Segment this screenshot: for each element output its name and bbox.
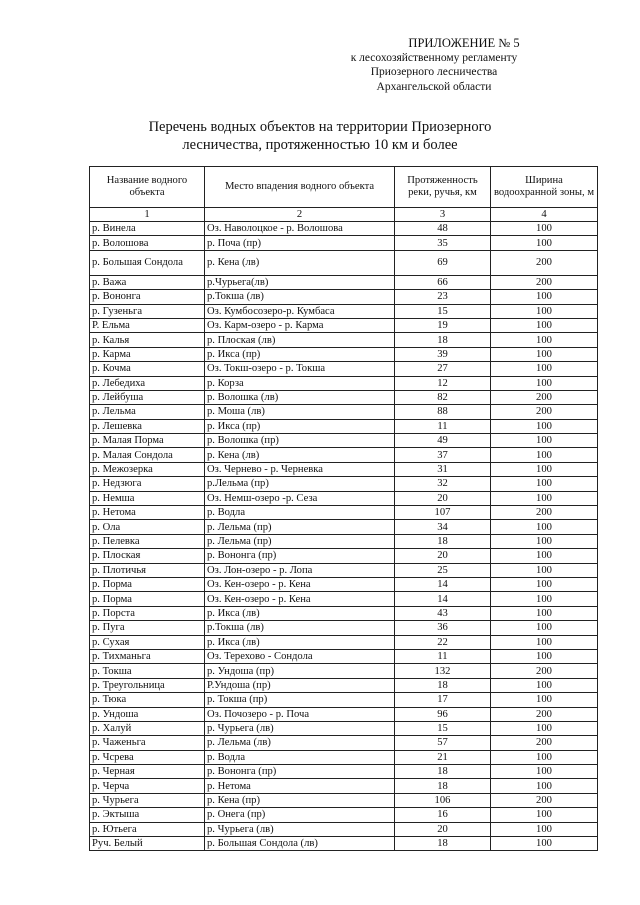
- cell-name: р. Пуга: [90, 621, 205, 635]
- table-row: [90, 534, 598, 548]
- cell-zone-width: 100: [491, 649, 598, 663]
- cell-mouth: р. Икса (лв): [205, 635, 395, 649]
- cell-length: 88: [395, 405, 491, 419]
- cell-zone-width: 100: [491, 750, 598, 764]
- cell-zone-width: 100: [491, 304, 598, 318]
- cell-mouth: Оз. Наволоцкое - р. Волошова: [205, 222, 395, 236]
- title-line-1: Перечень водных объектов на территории Приозерного: [148, 119, 492, 135]
- cell-mouth: р. Корза: [205, 376, 395, 390]
- table-row: [90, 434, 598, 448]
- cell-name: р. Нетома: [90, 506, 205, 520]
- cell-mouth: Оз. Кен-озеро - р. Кена: [205, 592, 395, 606]
- cell-length: 23: [395, 290, 491, 304]
- cell-length: 18: [395, 333, 491, 347]
- cell-mouth: Оз. Немш-озеро -р. Сеза: [205, 491, 395, 505]
- cell-mouth: р. Водла: [205, 750, 395, 764]
- cell-name: р. Токша: [90, 664, 205, 678]
- cell-mouth: р. Поча (пр): [205, 236, 395, 250]
- cell-name: р. Тюка: [90, 693, 205, 707]
- cell-name: Руч. Белый: [90, 837, 205, 851]
- cell-name: р. Порма: [90, 577, 205, 591]
- cell-length: 82: [395, 390, 491, 404]
- cell-length: 132: [395, 664, 491, 678]
- cell-name: р. Плоская: [90, 549, 205, 563]
- table-row: [90, 678, 598, 692]
- header-length: Протяженность реки, ручья, км: [395, 167, 491, 208]
- table-row: [90, 779, 598, 793]
- cell-mouth: р. Чурьега (лв): [205, 721, 395, 735]
- cell-name: р. Малая Порма: [90, 434, 205, 448]
- title-line-2: лесничества, протяженностью 10 км и более: [182, 137, 458, 153]
- cell-length: 66: [395, 275, 491, 289]
- cell-length: 19: [395, 318, 491, 332]
- cell-zone-width: 200: [491, 275, 598, 289]
- table-row: [90, 347, 598, 361]
- cell-mouth: Оз. Токш-озеро - р. Токша: [205, 362, 395, 376]
- appendix-header: [304, 36, 564, 94]
- cell-name: р. Тихманьга: [90, 649, 205, 663]
- table-row: [90, 822, 598, 836]
- cell-name: р. Волошова: [90, 236, 205, 250]
- cell-name: р. Сухая: [90, 635, 205, 649]
- cell-zone-width: 100: [491, 491, 598, 505]
- cell-mouth: р. Вононга (пр): [205, 549, 395, 563]
- table-row: [90, 765, 598, 779]
- appendix-forestry: Приозерного лесничества: [370, 66, 498, 78]
- table-row: [90, 275, 598, 289]
- table-row: [90, 793, 598, 807]
- cell-zone-width: 100: [491, 606, 598, 620]
- table-body: [90, 222, 598, 851]
- table-row: [90, 477, 598, 491]
- cell-zone-width: 100: [491, 592, 598, 606]
- cell-mouth: Оз. Терехово - Сондола: [205, 649, 395, 663]
- cell-length: 36: [395, 621, 491, 635]
- cell-mouth: р. Водла: [205, 506, 395, 520]
- table-row: [90, 664, 598, 678]
- table-row: [90, 236, 598, 250]
- cell-name: р. Порма: [90, 592, 205, 606]
- cell-zone-width: 200: [491, 664, 598, 678]
- cell-mouth: р. Лельма (пр): [205, 534, 395, 548]
- cell-length: 15: [395, 721, 491, 735]
- cell-zone-width: 200: [491, 390, 598, 404]
- cell-mouth: р. Кена (пр): [205, 793, 395, 807]
- cell-length: 31: [395, 462, 491, 476]
- cell-length: 15: [395, 304, 491, 318]
- cell-name: р. Лельма: [90, 405, 205, 419]
- cell-zone-width: 100: [491, 563, 598, 577]
- cell-zone-width: 100: [491, 520, 598, 534]
- cell-mouth: р. Кена (лв): [205, 250, 395, 275]
- cell-name: р. Чурьега: [90, 793, 205, 807]
- cell-length: 20: [395, 549, 491, 563]
- cell-length: 37: [395, 448, 491, 462]
- cell-mouth: р. Чурьега (лв): [205, 822, 395, 836]
- cell-name: Р. Ельма: [90, 318, 205, 332]
- cell-zone-width: 200: [491, 736, 598, 750]
- cell-zone-width: 100: [491, 347, 598, 361]
- table-row: [90, 520, 598, 534]
- cell-zone-width: 100: [491, 693, 598, 707]
- cell-name: р. Винела: [90, 222, 205, 236]
- cell-zone-width: 100: [491, 577, 598, 591]
- cell-length: 25: [395, 563, 491, 577]
- cell-name: р. Чаженьга: [90, 736, 205, 750]
- cell-length: 17: [395, 693, 491, 707]
- table-row: [90, 707, 598, 721]
- water-objects-table: [89, 166, 598, 851]
- cell-mouth: р. Большая Сондола (лв): [205, 837, 395, 851]
- cell-mouth: р. Икса (лв): [205, 606, 395, 620]
- cell-mouth: р. Вононга (пр): [205, 765, 395, 779]
- cell-mouth: р. Моша (лв): [205, 405, 395, 419]
- cell-length: 49: [395, 434, 491, 448]
- table-header-row: [90, 167, 598, 208]
- cell-zone-width: 100: [491, 534, 598, 548]
- table-row: [90, 606, 598, 620]
- cell-zone-width: 100: [491, 448, 598, 462]
- table-row: [90, 549, 598, 563]
- cell-length: 18: [395, 837, 491, 851]
- cell-length: 43: [395, 606, 491, 620]
- column-number: 4: [491, 208, 598, 222]
- cell-zone-width: 100: [491, 822, 598, 836]
- cell-length: 96: [395, 707, 491, 721]
- cell-zone-width: 100: [491, 721, 598, 735]
- cell-zone-width: 100: [491, 837, 598, 851]
- cell-zone-width: 200: [491, 506, 598, 520]
- table-row: [90, 491, 598, 505]
- cell-mouth: р. Волошка (пр): [205, 434, 395, 448]
- cell-name: р. Плотичья: [90, 563, 205, 577]
- cell-length: 57: [395, 736, 491, 750]
- table-row: [90, 621, 598, 635]
- cell-mouth: р.Токша (лв): [205, 621, 395, 635]
- cell-mouth: Оз. Чернево - р. Черневка: [205, 462, 395, 476]
- cell-mouth: Оз. Кен-озеро - р. Кена: [205, 577, 395, 591]
- cell-length: 20: [395, 822, 491, 836]
- table-row: [90, 362, 598, 376]
- cell-mouth: р. Лельма (лв): [205, 736, 395, 750]
- cell-name: р. Черная: [90, 765, 205, 779]
- cell-mouth: р. Ундоша (пр): [205, 664, 395, 678]
- cell-name: р. Гузеньга: [90, 304, 205, 318]
- column-number: 1: [90, 208, 205, 222]
- cell-zone-width: 200: [491, 793, 598, 807]
- cell-zone-width: 100: [491, 362, 598, 376]
- cell-name: р. Ола: [90, 520, 205, 534]
- cell-mouth: р. Плоская (лв): [205, 333, 395, 347]
- cell-length: 106: [395, 793, 491, 807]
- cell-length: 14: [395, 592, 491, 606]
- cell-name: р. Чсрева: [90, 750, 205, 764]
- cell-length: 14: [395, 577, 491, 591]
- table-row: [90, 250, 598, 275]
- cell-zone-width: 100: [491, 419, 598, 433]
- cell-zone-width: 100: [491, 376, 598, 390]
- cell-mouth: р.Лельма (пр): [205, 477, 395, 491]
- cell-length: 32: [395, 477, 491, 491]
- table-row: [90, 318, 598, 332]
- cell-mouth: Р.Ундоша (пр): [205, 678, 395, 692]
- cell-length: 18: [395, 765, 491, 779]
- table-row: [90, 419, 598, 433]
- table-row: [90, 304, 598, 318]
- cell-zone-width: 100: [491, 678, 598, 692]
- cell-name: р. Порста: [90, 606, 205, 620]
- cell-mouth: р. Кена (лв): [205, 448, 395, 462]
- cell-mouth: р. Икса (пр): [205, 419, 395, 433]
- cell-zone-width: 100: [491, 635, 598, 649]
- cell-length: 27: [395, 362, 491, 376]
- cell-mouth: Оз. Карм-озеро - р. Карма: [205, 318, 395, 332]
- table-row: [90, 506, 598, 520]
- table-row: [90, 592, 598, 606]
- cell-mouth: р. Икса (пр): [205, 347, 395, 361]
- cell-mouth: р. Токша (пр): [205, 693, 395, 707]
- cell-name: р. Лебедиха: [90, 376, 205, 390]
- cell-mouth: р.Чурьега(лв): [205, 275, 395, 289]
- table-row: [90, 750, 598, 764]
- cell-zone-width: 100: [491, 765, 598, 779]
- cell-length: 39: [395, 347, 491, 361]
- cell-name: р. Черча: [90, 779, 205, 793]
- cell-zone-width: 100: [491, 462, 598, 476]
- cell-length: 11: [395, 649, 491, 663]
- cell-name: р. Кочма: [90, 362, 205, 376]
- cell-zone-width: 100: [491, 779, 598, 793]
- cell-mouth: Оз. Кумбосозеро-р. Кумбаса: [205, 304, 395, 318]
- document-title: [130, 118, 510, 154]
- cell-length: 48: [395, 222, 491, 236]
- table-row: [90, 290, 598, 304]
- table-row: [90, 448, 598, 462]
- header-name: Название водного объекта: [90, 167, 205, 208]
- table-row: [90, 390, 598, 404]
- cell-length: 18: [395, 534, 491, 548]
- appendix-number: ПРИЛОЖЕНИЕ № 5: [408, 36, 520, 50]
- table-row: [90, 736, 598, 750]
- column-number: 3: [395, 208, 491, 222]
- cell-mouth: Оз. Лон-озеро - р. Лопа: [205, 563, 395, 577]
- cell-mouth: р. Онега (пр): [205, 808, 395, 822]
- cell-name: р. Треугольница: [90, 678, 205, 692]
- cell-name: р. Лейбуша: [90, 390, 205, 404]
- table-row: [90, 462, 598, 476]
- cell-zone-width: 200: [491, 250, 598, 275]
- appendix-region: Архангельской области: [376, 80, 492, 93]
- column-number-row: [90, 208, 598, 222]
- cell-zone-width: 100: [491, 236, 598, 250]
- header-zone-width: Ширина водоохранной зоны, м: [491, 167, 598, 208]
- cell-name: р. Вононга: [90, 290, 205, 304]
- cell-zone-width: 100: [491, 549, 598, 563]
- cell-length: 18: [395, 678, 491, 692]
- cell-zone-width: 100: [491, 808, 598, 822]
- cell-zone-width: 100: [491, 434, 598, 448]
- table-row: [90, 405, 598, 419]
- cell-name: р. Эктыша: [90, 808, 205, 822]
- cell-mouth: р.Токша (лв): [205, 290, 395, 304]
- cell-name: р. Малая Сондола: [90, 448, 205, 462]
- cell-name: р. Немша: [90, 491, 205, 505]
- cell-mouth: р. Нетома: [205, 779, 395, 793]
- cell-length: 11: [395, 419, 491, 433]
- table-row: [90, 635, 598, 649]
- table-row: [90, 721, 598, 735]
- cell-length: 35: [395, 236, 491, 250]
- table-row: [90, 563, 598, 577]
- cell-name: р. Карма: [90, 347, 205, 361]
- table-row: [90, 376, 598, 390]
- cell-name: р. Пелевка: [90, 534, 205, 548]
- cell-name: р. Ютьега: [90, 822, 205, 836]
- cell-zone-width: 100: [491, 290, 598, 304]
- cell-mouth: р. Волошка (лв): [205, 390, 395, 404]
- cell-name: р. Лешевка: [90, 419, 205, 433]
- table-row: [90, 808, 598, 822]
- cell-zone-width: 200: [491, 405, 598, 419]
- cell-zone-width: 200: [491, 707, 598, 721]
- column-number: 2: [205, 208, 395, 222]
- table-row: [90, 333, 598, 347]
- cell-zone-width: 100: [491, 318, 598, 332]
- cell-name: р. Халуй: [90, 721, 205, 735]
- table-row: [90, 837, 598, 851]
- cell-length: 107: [395, 506, 491, 520]
- table-row: [90, 577, 598, 591]
- cell-length: 12: [395, 376, 491, 390]
- cell-length: 16: [395, 808, 491, 822]
- cell-zone-width: 100: [491, 477, 598, 491]
- cell-mouth: Оз. Почозеро - р. Поча: [205, 707, 395, 721]
- cell-name: р. Большая Сондола: [90, 250, 205, 275]
- appendix-reference: к лесохозяйственному регламенту: [350, 51, 518, 64]
- cell-zone-width: 100: [491, 621, 598, 635]
- cell-name: р. Недзюга: [90, 477, 205, 491]
- cell-name: р. Межозерка: [90, 462, 205, 476]
- cell-name: р. Ундоша: [90, 707, 205, 721]
- cell-length: 34: [395, 520, 491, 534]
- cell-name: р. Калья: [90, 333, 205, 347]
- header-mouth: Место впадения водного объекта: [205, 167, 395, 208]
- table-row: [90, 222, 598, 236]
- cell-zone-width: 100: [491, 222, 598, 236]
- cell-length: 18: [395, 779, 491, 793]
- cell-name: р. Важа: [90, 275, 205, 289]
- cell-length: 21: [395, 750, 491, 764]
- cell-length: 69: [395, 250, 491, 275]
- table-row: [90, 693, 598, 707]
- cell-mouth: р. Лельма (пр): [205, 520, 395, 534]
- cell-length: 22: [395, 635, 491, 649]
- cell-length: 20: [395, 491, 491, 505]
- table-row: [90, 649, 598, 663]
- cell-zone-width: 100: [491, 333, 598, 347]
